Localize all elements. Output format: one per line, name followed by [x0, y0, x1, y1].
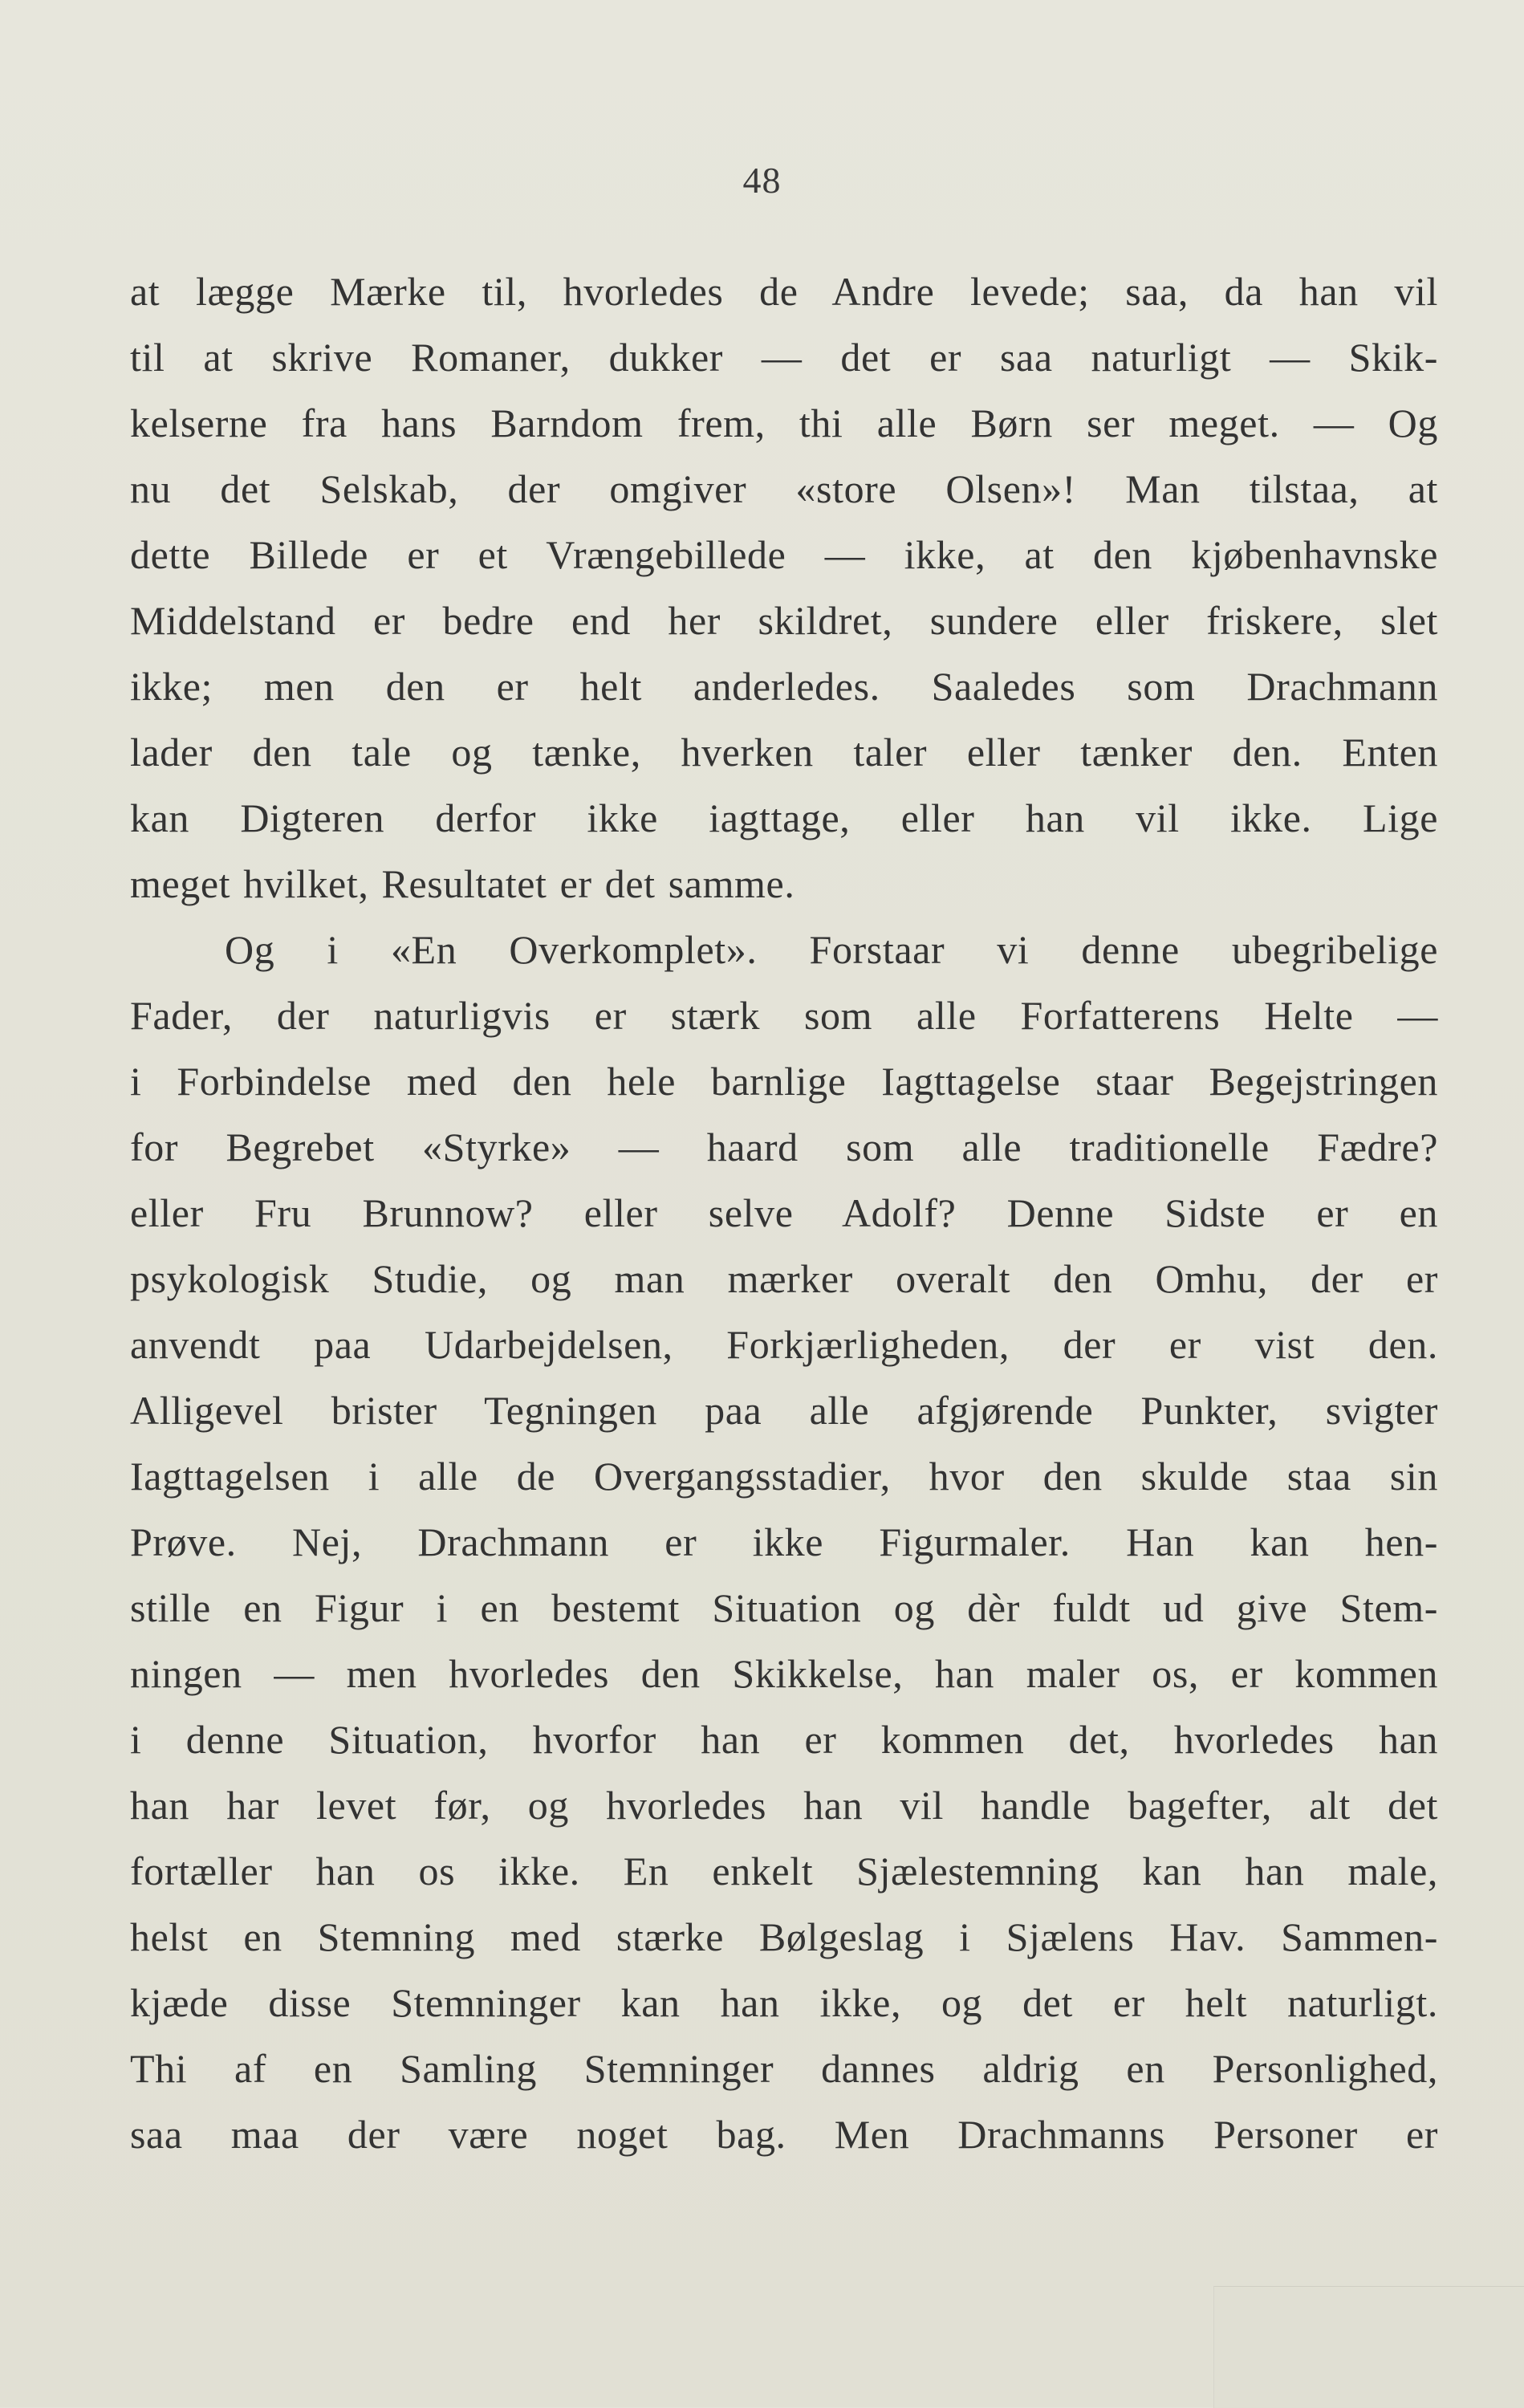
paragraph-start-line: Og i «En Overkomplet». Forstaar vi denne ubegribelige: [225, 927, 1438, 972]
text-line: kan Digteren derfor ikke iagttage, eller han vil ikke. Lige: [130, 795, 1438, 840]
text-line: dette Billede er et Vrængebillede — ikke, at den kjøbenhavnske: [130, 532, 1438, 577]
text-line: Iagttagelsen i alle de Overgangsstadier, hvor den skulde staa sin: [130, 1454, 1438, 1499]
text-line: Fader, der naturligvis er stærk som alle Forfatterens Helte —: [130, 993, 1438, 1038]
body-text: [130, 258, 1438, 2167]
text-line: eller Fru Brunnow? eller selve Adolf? Denne Sidste er en: [130, 1190, 1438, 1235]
text-line: nu det Selskab, der omgiver «store Olsen»! Man tilstaa, at: [130, 466, 1438, 511]
text-line: fortæller han os ikke. En enkelt Sjælestemning kan han male,: [130, 1849, 1438, 1893]
text-line: Middelstand er bedre end her skildret, sundere eller friskere, slet: [130, 598, 1438, 643]
text-line: kelserne fra hans Barndom frem, thi alle Børn ser meget. — Og: [130, 401, 1438, 445]
text-line: for Begrebet «Styrke» — haard som alle traditionelle Fædre?: [130, 1125, 1438, 1169]
text-line: Alligevel brister Tegningen paa alle afgjørende Punkter, svigter: [130, 1388, 1438, 1433]
text-line: at lægge Mærke til, hvorledes de Andre levede; saa, da han vil: [130, 269, 1438, 314]
page-number: 48: [742, 160, 782, 201]
text-line: ikke; men den er helt anderledes. Saaledes som Drachmann: [130, 664, 1438, 709]
text-line: helst en Stemning med stærke Bølgeslag i Sjælens Hav. Sammen-: [130, 1914, 1438, 1959]
text-line: i denne Situation, hvorfor han er kommen det, hvorledes han: [130, 1717, 1438, 1762]
text-line: meget hvilket, Resultatet er det samme.: [130, 861, 795, 906]
text-line: anvendt paa Udarbejdelsen, Forkjærligheden, der er vist den.: [130, 1322, 1438, 1367]
text-line: kjæde disse Stemninger kan han ikke, og det er helt naturligt.: [130, 1980, 1438, 2025]
text-line: Thi af en Samling Stemninger dannes aldrig en Personlighed,: [130, 2046, 1438, 2091]
text-line: psykologisk Studie, og man mærker overalt den Omhu, der er: [130, 1256, 1438, 1301]
text-line: ningen — men hvorledes den Skikkelse, han maler os, er kommen: [130, 1651, 1438, 1696]
text-line: lader den tale og tænke, hverken taler eller tænker den. Enten: [130, 730, 1438, 775]
text-line: stille en Figur i en bestemt Situation og dèr fuldt ud give Stem-: [130, 1585, 1438, 1630]
text-line: i Forbindelse med den hele barnlige Iagttagelse staar Begejstringen: [130, 1059, 1438, 1104]
text-line: han har levet før, og hvorledes han vil handle bagefter, alt det: [130, 1783, 1438, 1828]
text-line: til at skrive Romaner, dukker — det er saa naturligt — Skik-: [130, 335, 1438, 380]
scan-edge-mark: [1213, 2286, 1524, 2408]
text-line: saa maa der være noget bag. Men Drachmanns Personer er: [130, 2112, 1438, 2157]
text-line: Prøve. Nej, Drachmann er ikke Figurmaler. Han kan hen-: [130, 1519, 1438, 1564]
